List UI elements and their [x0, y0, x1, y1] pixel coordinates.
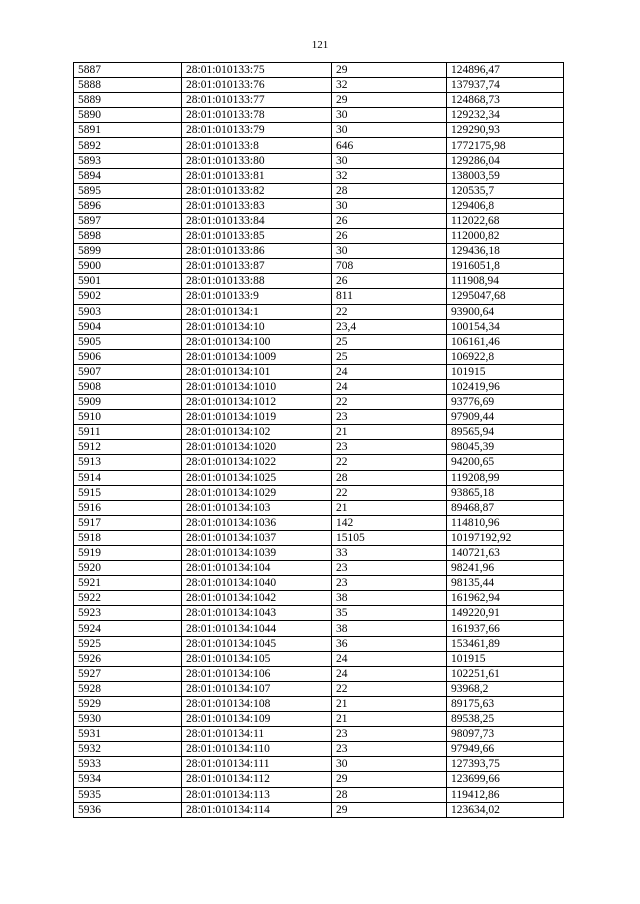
- cadastral-number-cell: 28:01:010134:109: [182, 712, 332, 727]
- area-cell: 38: [332, 591, 447, 606]
- cadastral-number-cell: 28:01:010134:104: [182, 561, 332, 576]
- value-cell: 153461,89: [447, 636, 564, 651]
- table-row: [74, 78, 564, 93]
- row-number-cell: 5896: [74, 198, 182, 213]
- row-number-cell: 5895: [74, 183, 182, 198]
- value-cell: 140721,63: [447, 546, 564, 561]
- area-cell: 38: [332, 621, 447, 636]
- cadastral-number-cell: 28:01:010133:76: [182, 78, 332, 93]
- area-cell: 24: [332, 379, 447, 394]
- cadastral-number-cell: 28:01:010134:112: [182, 772, 332, 787]
- cadastral-number-cell: 28:01:010134:1040: [182, 576, 332, 591]
- table-row: [74, 696, 564, 711]
- table-row: [74, 289, 564, 304]
- value-cell: 138003,59: [447, 168, 564, 183]
- cadastral-number-cell: 28:01:010134:1019: [182, 410, 332, 425]
- row-number-cell: 5907: [74, 364, 182, 379]
- value-cell: 112000,82: [447, 229, 564, 244]
- value-cell: 129290,93: [447, 123, 564, 138]
- row-number-cell: 5928: [74, 681, 182, 696]
- table-row: [74, 244, 564, 259]
- value-cell: 129286,04: [447, 153, 564, 168]
- value-cell: 127393,75: [447, 757, 564, 772]
- value-cell: 93865,18: [447, 485, 564, 500]
- value-cell: 137937,74: [447, 78, 564, 93]
- area-cell: 30: [332, 123, 447, 138]
- area-cell: 23: [332, 440, 447, 455]
- area-cell: 21: [332, 696, 447, 711]
- value-cell: 1916051,8: [447, 259, 564, 274]
- row-number-cell: 5935: [74, 787, 182, 802]
- value-cell: 114810,96: [447, 515, 564, 530]
- row-number-cell: 5908: [74, 379, 182, 394]
- table-row: [74, 485, 564, 500]
- table-row: [74, 576, 564, 591]
- table-row: [74, 168, 564, 183]
- area-cell: 29: [332, 63, 447, 78]
- value-cell: 119412,86: [447, 787, 564, 802]
- table-row: [74, 712, 564, 727]
- cadastral-number-cell: 28:01:010133:83: [182, 198, 332, 213]
- table-row: [74, 621, 564, 636]
- table-row: [74, 561, 564, 576]
- table-row: [74, 591, 564, 606]
- cadastral-number-cell: 28:01:010134:1045: [182, 636, 332, 651]
- cadastral-number-cell: 28:01:010134:1010: [182, 379, 332, 394]
- value-cell: 124868,73: [447, 93, 564, 108]
- cadastral-number-cell: 28:01:010134:103: [182, 500, 332, 515]
- row-number-cell: 5910: [74, 410, 182, 425]
- table-row: [74, 772, 564, 787]
- row-number-cell: 5915: [74, 485, 182, 500]
- cadastral-number-cell: 28:01:010134:105: [182, 651, 332, 666]
- cadastral-number-cell: 28:01:010134:1029: [182, 485, 332, 500]
- area-cell: 29: [332, 93, 447, 108]
- area-cell: 23: [332, 576, 447, 591]
- cadastral-number-cell: 28:01:010134:1036: [182, 515, 332, 530]
- area-cell: 35: [332, 606, 447, 621]
- area-cell: 24: [332, 364, 447, 379]
- table-row: [74, 334, 564, 349]
- value-cell: 112022,68: [447, 213, 564, 228]
- row-number-cell: 5917: [74, 515, 182, 530]
- area-cell: 811: [332, 289, 447, 304]
- row-number-cell: 5929: [74, 696, 182, 711]
- value-cell: 94200,65: [447, 455, 564, 470]
- table-row: [74, 500, 564, 515]
- area-cell: 28: [332, 470, 447, 485]
- cadastral-number-cell: 28:01:010133:79: [182, 123, 332, 138]
- cadastral-number-cell: 28:01:010133:86: [182, 244, 332, 259]
- cadastral-number-cell: 28:01:010133:75: [182, 63, 332, 78]
- row-number-cell: 5888: [74, 78, 182, 93]
- value-cell: 93776,69: [447, 395, 564, 410]
- table-row: [74, 198, 564, 213]
- area-cell: 15105: [332, 530, 447, 545]
- value-cell: 124896,47: [447, 63, 564, 78]
- row-number-cell: 5887: [74, 63, 182, 78]
- row-number-cell: 5894: [74, 168, 182, 183]
- row-number-cell: 5902: [74, 289, 182, 304]
- value-cell: 119208,99: [447, 470, 564, 485]
- area-cell: 24: [332, 651, 447, 666]
- value-cell: 89538,25: [447, 712, 564, 727]
- cadastral-number-cell: 28:01:010134:100: [182, 334, 332, 349]
- table-row: [74, 138, 564, 153]
- table-row: [74, 787, 564, 802]
- area-cell: 30: [332, 244, 447, 259]
- value-cell: 101915: [447, 651, 564, 666]
- cadastral-number-cell: 28:01:010133:77: [182, 93, 332, 108]
- area-cell: 32: [332, 78, 447, 93]
- area-cell: 22: [332, 455, 447, 470]
- cadastral-number-cell: 28:01:010133:80: [182, 153, 332, 168]
- cadastral-number-cell: 28:01:010133:87: [182, 259, 332, 274]
- row-number-cell: 5931: [74, 727, 182, 742]
- table-row: [74, 440, 564, 455]
- value-cell: 89175,63: [447, 696, 564, 711]
- area-cell: 23: [332, 727, 447, 742]
- table-row: [74, 727, 564, 742]
- table-row: [74, 470, 564, 485]
- cadastral-number-cell: 28:01:010133:8: [182, 138, 332, 153]
- value-cell: 98045,39: [447, 440, 564, 455]
- table-body: [74, 63, 564, 818]
- cadastral-number-cell: 28:01:010133:78: [182, 108, 332, 123]
- area-cell: 25: [332, 349, 447, 364]
- table-row: [74, 425, 564, 440]
- value-cell: 123699,66: [447, 772, 564, 787]
- row-number-cell: 5901: [74, 274, 182, 289]
- area-cell: 646: [332, 138, 447, 153]
- cadastral-number-cell: 28:01:010134:113: [182, 787, 332, 802]
- row-number-cell: 5903: [74, 304, 182, 319]
- cadastral-number-cell: 28:01:010134:111: [182, 757, 332, 772]
- value-cell: 102251,61: [447, 666, 564, 681]
- cadastral-number-cell: 28:01:010134:101: [182, 364, 332, 379]
- table-row: [74, 530, 564, 545]
- value-cell: 10197192,92: [447, 530, 564, 545]
- value-cell: 98241,96: [447, 561, 564, 576]
- value-cell: 89468,87: [447, 500, 564, 515]
- area-cell: 21: [332, 712, 447, 727]
- cadastral-number-cell: 28:01:010134:1009: [182, 349, 332, 364]
- area-cell: 26: [332, 213, 447, 228]
- value-cell: 120535,7: [447, 183, 564, 198]
- value-cell: 101915: [447, 364, 564, 379]
- area-cell: 28: [332, 787, 447, 802]
- row-number-cell: 5933: [74, 757, 182, 772]
- value-cell: 93968,2: [447, 681, 564, 696]
- table-row: [74, 153, 564, 168]
- cadastral-number-cell: 28:01:010134:110: [182, 742, 332, 757]
- row-number-cell: 5921: [74, 576, 182, 591]
- cadastral-number-cell: 28:01:010134:1020: [182, 440, 332, 455]
- cadastral-number-cell: 28:01:010134:1037: [182, 530, 332, 545]
- value-cell: 161962,94: [447, 591, 564, 606]
- table-row: [74, 410, 564, 425]
- row-number-cell: 5897: [74, 213, 182, 228]
- area-cell: 36: [332, 636, 447, 651]
- value-cell: 89565,94: [447, 425, 564, 440]
- area-cell: 29: [332, 772, 447, 787]
- cadastral-number-cell: 28:01:010134:102: [182, 425, 332, 440]
- value-cell: 93900,64: [447, 304, 564, 319]
- row-number-cell: 5916: [74, 500, 182, 515]
- cadastral-number-cell: 28:01:010134:11: [182, 727, 332, 742]
- cadastral-number-cell: 28:01:010134:10: [182, 319, 332, 334]
- area-cell: 23: [332, 561, 447, 576]
- cadastral-number-cell: 28:01:010134:1: [182, 304, 332, 319]
- table-row: [74, 395, 564, 410]
- row-number-cell: 5900: [74, 259, 182, 274]
- row-number-cell: 5904: [74, 319, 182, 334]
- cadastral-number-cell: 28:01:010133:82: [182, 183, 332, 198]
- table-row: [74, 213, 564, 228]
- cadastral-number-cell: 28:01:010134:1039: [182, 546, 332, 561]
- table-row: [74, 742, 564, 757]
- value-cell: 97949,66: [447, 742, 564, 757]
- cadastral-number-cell: 28:01:010134:108: [182, 696, 332, 711]
- row-number-cell: 5922: [74, 591, 182, 606]
- value-cell: 106161,46: [447, 334, 564, 349]
- area-cell: 33: [332, 546, 447, 561]
- table-row: [74, 274, 564, 289]
- row-number-cell: 5909: [74, 395, 182, 410]
- table-row: [74, 802, 564, 817]
- table-row: [74, 63, 564, 78]
- area-cell: 32: [332, 168, 447, 183]
- row-number-cell: 5893: [74, 153, 182, 168]
- area-cell: 30: [332, 198, 447, 213]
- row-number-cell: 5899: [74, 244, 182, 259]
- row-number-cell: 5898: [74, 229, 182, 244]
- row-number-cell: 5934: [74, 772, 182, 787]
- table-row: [74, 108, 564, 123]
- value-cell: 1772175,98: [447, 138, 564, 153]
- area-cell: 21: [332, 500, 447, 515]
- value-cell: 129436,18: [447, 244, 564, 259]
- area-cell: 25: [332, 334, 447, 349]
- cadastral-number-cell: 28:01:010133:9: [182, 289, 332, 304]
- area-cell: 24: [332, 666, 447, 681]
- value-cell: 98097,73: [447, 727, 564, 742]
- table-row: [74, 183, 564, 198]
- table-row: [74, 229, 564, 244]
- data-table: [73, 62, 564, 818]
- area-cell: 30: [332, 153, 447, 168]
- value-cell: 129232,34: [447, 108, 564, 123]
- value-cell: 1295047,68: [447, 289, 564, 304]
- area-cell: 708: [332, 259, 447, 274]
- area-cell: 29: [332, 802, 447, 817]
- row-number-cell: 5927: [74, 666, 182, 681]
- row-number-cell: 5914: [74, 470, 182, 485]
- table-row: [74, 757, 564, 772]
- area-cell: 21: [332, 425, 447, 440]
- area-cell: 23: [332, 410, 447, 425]
- cadastral-number-cell: 28:01:010134:1044: [182, 621, 332, 636]
- table-row: [74, 259, 564, 274]
- row-number-cell: 5913: [74, 455, 182, 470]
- table-row: [74, 123, 564, 138]
- area-cell: 26: [332, 229, 447, 244]
- row-number-cell: 5905: [74, 334, 182, 349]
- table-row: [74, 364, 564, 379]
- area-cell: 30: [332, 757, 447, 772]
- row-number-cell: 5932: [74, 742, 182, 757]
- table-row: [74, 606, 564, 621]
- value-cell: 102419,96: [447, 379, 564, 394]
- value-cell: 98135,44: [447, 576, 564, 591]
- area-cell: 23: [332, 742, 447, 757]
- table-row: [74, 379, 564, 394]
- cadastral-number-cell: 28:01:010134:1042: [182, 591, 332, 606]
- row-number-cell: 5912: [74, 440, 182, 455]
- row-number-cell: 5890: [74, 108, 182, 123]
- value-cell: 123634,02: [447, 802, 564, 817]
- cadastral-number-cell: 28:01:010134:114: [182, 802, 332, 817]
- value-cell: 129406,8: [447, 198, 564, 213]
- table-row: [74, 546, 564, 561]
- row-number-cell: 5891: [74, 123, 182, 138]
- table-row: [74, 651, 564, 666]
- cadastral-number-cell: 28:01:010134:1025: [182, 470, 332, 485]
- table-row: [74, 304, 564, 319]
- value-cell: 97909,44: [447, 410, 564, 425]
- row-number-cell: 5925: [74, 636, 182, 651]
- cadastral-number-cell: 28:01:010133:81: [182, 168, 332, 183]
- area-cell: 23,4: [332, 319, 447, 334]
- area-cell: 26: [332, 274, 447, 289]
- area-cell: 28: [332, 183, 447, 198]
- area-cell: 22: [332, 395, 447, 410]
- cadastral-number-cell: 28:01:010134:1043: [182, 606, 332, 621]
- row-number-cell: 5920: [74, 561, 182, 576]
- table-row: [74, 455, 564, 470]
- row-number-cell: 5892: [74, 138, 182, 153]
- cadastral-number-cell: 28:01:010134:1012: [182, 395, 332, 410]
- value-cell: 106922,8: [447, 349, 564, 364]
- value-cell: 161937,66: [447, 621, 564, 636]
- table-row: [74, 349, 564, 364]
- table-row: [74, 319, 564, 334]
- value-cell: 149220,91: [447, 606, 564, 621]
- cadastral-number-cell: 28:01:010133:85: [182, 229, 332, 244]
- table-row: [74, 636, 564, 651]
- page-number: 121: [311, 39, 329, 51]
- row-number-cell: 5911: [74, 425, 182, 440]
- row-number-cell: 5923: [74, 606, 182, 621]
- row-number-cell: 5906: [74, 349, 182, 364]
- cadastral-number-cell: 28:01:010133:88: [182, 274, 332, 289]
- cadastral-number-cell: 28:01:010134:107: [182, 681, 332, 696]
- value-cell: 111908,94: [447, 274, 564, 289]
- area-cell: 22: [332, 485, 447, 500]
- table-row: [74, 93, 564, 108]
- row-number-cell: 5918: [74, 530, 182, 545]
- row-number-cell: 5936: [74, 802, 182, 817]
- area-cell: 22: [332, 681, 447, 696]
- row-number-cell: 5930: [74, 712, 182, 727]
- table-row: [74, 681, 564, 696]
- cadastral-number-cell: 28:01:010134:1022: [182, 455, 332, 470]
- table-row: [74, 515, 564, 530]
- area-cell: 22: [332, 304, 447, 319]
- area-cell: 142: [332, 515, 447, 530]
- table-row: [74, 666, 564, 681]
- row-number-cell: 5924: [74, 621, 182, 636]
- cadastral-number-cell: 28:01:010133:84: [182, 213, 332, 228]
- cadastral-number-cell: 28:01:010134:106: [182, 666, 332, 681]
- row-number-cell: 5919: [74, 546, 182, 561]
- row-number-cell: 5926: [74, 651, 182, 666]
- row-number-cell: 5889: [74, 93, 182, 108]
- value-cell: 100154,34: [447, 319, 564, 334]
- area-cell: 30: [332, 108, 447, 123]
